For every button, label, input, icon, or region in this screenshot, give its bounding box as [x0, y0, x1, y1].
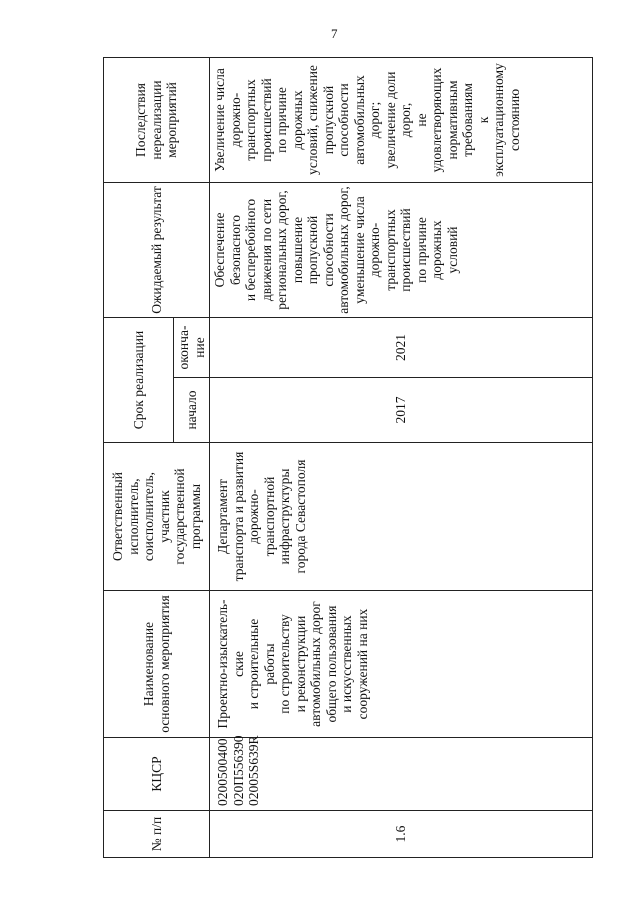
header-num: № п/п [104, 811, 210, 858]
text-line: сооружений на них [354, 608, 370, 720]
cell-num: 1.6 [210, 811, 593, 858]
header-kcsr: КЦСР [104, 738, 210, 811]
text-line: дорожно- [246, 489, 261, 544]
text-line: пропускной [305, 215, 320, 285]
text-line: дорог, [398, 102, 413, 138]
header-result: Ожидаемый результат [104, 182, 210, 317]
text-line: дорожно- [227, 92, 243, 148]
text-line: условий [444, 226, 460, 274]
text-line: уменьшение числа [351, 196, 367, 304]
text-line: автомобильных дорог; [351, 75, 382, 165]
text-line: транспорта и развития [230, 451, 246, 582]
text-line: и строительные [246, 618, 261, 710]
header-name: Наименование основного мероприятия [104, 591, 210, 738]
text-line: происшествий [398, 208, 413, 292]
text-line: инфраструктуры [277, 468, 292, 565]
text-line: и реконструкции [292, 615, 308, 713]
header-row [104, 57, 174, 857]
text-line: к эксплуатационному [475, 63, 506, 177]
text-line: дорожно- [367, 222, 382, 278]
text-line: Департамент [215, 479, 230, 554]
text-line: по причине дорожных [274, 87, 305, 153]
program-measures-table [103, 57, 593, 858]
cell-result [210, 182, 593, 317]
kcsr-code: 020П556390 [230, 735, 246, 806]
text-line: безопасного [227, 214, 243, 285]
text-line: способности [336, 83, 351, 157]
text-line: Увеличение числа [212, 68, 227, 172]
text-line: работы [261, 643, 277, 685]
text-line: требованиям [460, 83, 475, 157]
text-line: по строительству [277, 614, 292, 714]
header-consequences: Последствия нереализации мероприятий [104, 57, 210, 182]
page-number: 7 [331, 26, 338, 41]
text-line: способности [320, 213, 336, 287]
text-line: транспортных [382, 209, 398, 291]
cell-name [210, 591, 593, 738]
text-line: повышение [289, 216, 305, 284]
text-line: движения по сети [258, 198, 274, 302]
cell-end-year: 2021 [210, 317, 593, 377]
text-line: региональных дорог, [274, 190, 289, 310]
cell-kcsr [210, 735, 593, 811]
text-line: нормативным [444, 80, 460, 160]
header-end: оконча-ние [174, 317, 210, 377]
text-line: транспортных [243, 79, 258, 161]
text-line: по причине дорожных [413, 217, 444, 283]
kcsr-code: 0200500400 [215, 738, 230, 806]
text-line: автомобильных дорог [308, 601, 323, 727]
text-line: Проектно-изыскатель- [215, 599, 230, 729]
text-line: и искусственных [339, 615, 354, 713]
header-executor: Ответственный исполнитель, соисполнитель, участник государственной программы [104, 443, 210, 591]
cell-executor [210, 443, 593, 591]
rotated-table-frame [103, 58, 593, 858]
text-line: не удовлетворяющих [413, 67, 444, 173]
text-line: транспортной [261, 476, 277, 557]
cell-start-year: 2017 [210, 378, 593, 443]
kcsr-code: 02005S639R [246, 735, 261, 806]
text-line: Обеспечение [212, 212, 227, 288]
text-line: условий, снижение [305, 65, 320, 175]
table-row [210, 57, 593, 857]
header-start: начало [174, 378, 210, 443]
text-line: увеличение доли [382, 71, 398, 169]
text-line: общего пользования [323, 605, 339, 723]
text-line: автомобильных дорог, [336, 186, 351, 314]
text-line: города Севастополя [292, 459, 308, 574]
text-line: ские [230, 651, 246, 677]
text-line: пропускной [320, 85, 336, 155]
header-period: Срок реализации [104, 317, 174, 442]
text-line: состоянию [506, 88, 522, 151]
text-line: и бесперебойного [243, 198, 258, 302]
cell-consequences [210, 57, 593, 182]
text-line: происшествий [258, 78, 274, 162]
